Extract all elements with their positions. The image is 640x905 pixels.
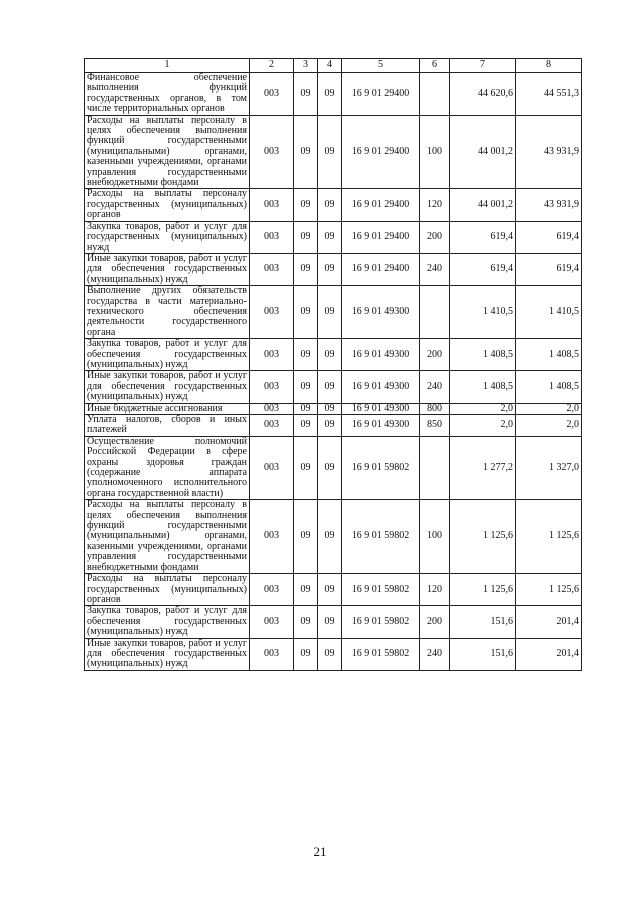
expense-type-cell (420, 73, 450, 116)
amount-col7-cell: 2,0 (450, 415, 516, 437)
target-article-cell: 16 9 01 29400 (342, 115, 420, 189)
expense-type-cell: 800 (420, 403, 450, 414)
ministry-code-cell: 003 (250, 286, 294, 339)
table-row (85, 500, 582, 574)
target-article-cell: 16 9 01 29400 (342, 253, 420, 285)
section-cell: 09 (294, 73, 318, 116)
amount-col8-cell: 43 931,9 (516, 115, 582, 189)
amount-col7-cell: 1 125,6 (450, 574, 516, 606)
section-cell: 09 (294, 403, 318, 414)
section-cell: 09 (294, 189, 318, 221)
target-article-cell: 16 9 01 59802 (342, 574, 420, 606)
subsection-cell: 09 (318, 286, 342, 339)
amount-col8-cell: 43 931,9 (516, 189, 582, 221)
amount-col8-cell: 2,0 (516, 415, 582, 437)
expense-name-cell: Иные бюджетные ассигнования (85, 403, 250, 414)
subsection-cell: 09 (318, 371, 342, 403)
section-cell: 09 (294, 638, 318, 670)
expense-name-cell: Закупка товаров, работ и услуг для обеспечения государственных (муниципальных) нужд (85, 606, 250, 638)
ministry-code-cell: 003 (250, 73, 294, 116)
expense-type-cell: 850 (420, 415, 450, 437)
budget-table (84, 58, 582, 671)
target-article-cell: 16 9 01 29400 (342, 73, 420, 116)
column-header: 1 (85, 59, 250, 73)
expense-type-cell (420, 436, 450, 499)
expense-name-cell: Иные закупки товаров, работ и услуг для обеспечения государственных (муниципальных) нужд (85, 638, 250, 670)
expense-type-cell: 120 (420, 189, 450, 221)
ministry-code-cell: 003 (250, 415, 294, 437)
amount-col7-cell: 44 001,2 (450, 115, 516, 189)
section-cell: 09 (294, 415, 318, 437)
expense-name-cell: Расходы на выплаты персоналу в целях обеспечения выполнения функций государственными (муниципальными) органами, казенными учреждениями, органами управления государственными внебюджетными фондами (85, 115, 250, 189)
section-cell: 09 (294, 371, 318, 403)
expense-name-cell: Расходы на выплаты персоналу государственных (муниципальных) органов (85, 189, 250, 221)
subsection-cell: 09 (318, 189, 342, 221)
expense-type-cell: 240 (420, 253, 450, 285)
amount-col7-cell: 1 410,5 (450, 286, 516, 339)
ministry-code-cell: 003 (250, 371, 294, 403)
page-number: 21 (313, 844, 327, 859)
subsection-cell: 09 (318, 638, 342, 670)
ministry-code-cell: 003 (250, 189, 294, 221)
ministry-code-cell: 003 (250, 638, 294, 670)
table-row (85, 436, 582, 499)
amount-col7-cell: 1 408,5 (450, 339, 516, 371)
expense-type-cell: 240 (420, 638, 450, 670)
target-article-cell: 16 9 01 49300 (342, 371, 420, 403)
amount-col8-cell: 1 408,5 (516, 371, 582, 403)
table-row (85, 286, 582, 339)
expense-name-cell: Расходы на выплаты персоналу в целях обеспечения выполнения функций государственными (муниципальными) органами, казенными учреждениями, органами управления государственными внебюджетными фондами (85, 500, 250, 574)
expense-name-cell: Закупка товаров, работ и услуг для обеспечения государственных (муниципальных) нужд (85, 339, 250, 371)
expense-name-cell: Закупка товаров, работ и услуг для государственных (муниципальных) нужд (85, 221, 250, 253)
expense-name-cell: Иные закупки товаров, работ и услуг для обеспечения государственных (муниципальных) нужд (85, 371, 250, 403)
table-row (85, 638, 582, 670)
table-row (85, 371, 582, 403)
expense-type-cell: 100 (420, 115, 450, 189)
ministry-code-cell: 003 (250, 436, 294, 499)
expense-type-cell: 200 (420, 339, 450, 371)
column-header: 5 (342, 59, 420, 73)
column-header: 4 (318, 59, 342, 73)
target-article-cell: 16 9 01 49300 (342, 415, 420, 437)
amount-col7-cell: 1 408,5 (450, 371, 516, 403)
target-article-cell: 16 9 01 59802 (342, 606, 420, 638)
section-cell: 09 (294, 606, 318, 638)
table-header-row (85, 59, 582, 73)
target-article-cell: 16 9 01 29400 (342, 221, 420, 253)
target-article-cell: 16 9 01 49300 (342, 403, 420, 414)
expense-type-cell: 120 (420, 574, 450, 606)
target-article-cell: 16 9 01 59802 (342, 500, 420, 574)
amount-col8-cell: 201,4 (516, 606, 582, 638)
section-cell: 09 (294, 500, 318, 574)
subsection-cell: 09 (318, 415, 342, 437)
target-article-cell: 16 9 01 59802 (342, 436, 420, 499)
subsection-cell: 09 (318, 339, 342, 371)
expense-type-cell: 200 (420, 606, 450, 638)
expense-type-cell: 200 (420, 221, 450, 253)
ministry-code-cell: 003 (250, 221, 294, 253)
ministry-code-cell: 003 (250, 339, 294, 371)
column-header: 2 (250, 59, 294, 73)
ministry-code-cell: 003 (250, 500, 294, 574)
expense-name-cell: Иные закупки товаров, работ и услуг для обеспечения государственных (муниципальных) нужд (85, 253, 250, 285)
subsection-cell: 09 (318, 574, 342, 606)
ministry-code-cell: 003 (250, 115, 294, 189)
section-cell: 09 (294, 574, 318, 606)
ministry-code-cell: 003 (250, 606, 294, 638)
section-cell: 09 (294, 253, 318, 285)
column-header: 7 (450, 59, 516, 73)
amount-col8-cell: 44 551,3 (516, 73, 582, 116)
amount-col7-cell: 619,4 (450, 253, 516, 285)
table-row (85, 253, 582, 285)
table-row (85, 606, 582, 638)
amount-col8-cell: 1 408,5 (516, 339, 582, 371)
table-row (85, 115, 582, 189)
amount-col8-cell: 619,4 (516, 253, 582, 285)
subsection-cell: 09 (318, 115, 342, 189)
amount-col8-cell: 1 327,0 (516, 436, 582, 499)
expense-name-cell: Уплата налогов, сборов и иных платежей (85, 415, 250, 437)
amount-col7-cell: 2,0 (450, 403, 516, 414)
amount-col7-cell: 44 620,6 (450, 73, 516, 116)
table-row (85, 574, 582, 606)
ministry-code-cell: 003 (250, 403, 294, 414)
expense-type-cell: 240 (420, 371, 450, 403)
column-header: 6 (420, 59, 450, 73)
section-cell: 09 (294, 286, 318, 339)
section-cell: 09 (294, 339, 318, 371)
subsection-cell: 09 (318, 221, 342, 253)
subsection-cell: 09 (318, 436, 342, 499)
ministry-code-cell: 003 (250, 253, 294, 285)
subsection-cell: 09 (318, 403, 342, 414)
amount-col8-cell: 2,0 (516, 403, 582, 414)
amount-col7-cell: 151,6 (450, 606, 516, 638)
amount-col8-cell: 1 410,5 (516, 286, 582, 339)
amount-col8-cell: 1 125,6 (516, 500, 582, 574)
target-article-cell: 16 9 01 49300 (342, 286, 420, 339)
expense-name-cell: Расходы на выплаты персоналу государственных (муниципальных) органов (85, 574, 250, 606)
amount-col7-cell: 619,4 (450, 221, 516, 253)
subsection-cell: 09 (318, 73, 342, 116)
section-cell: 09 (294, 436, 318, 499)
expense-name-cell: Осуществление полномочий Российской Федерации в сфере охраны здоровья граждан (содержание аппарата уполномоченного исполнительного органа государственной власти) (85, 436, 250, 499)
target-article-cell: 16 9 01 59802 (342, 638, 420, 670)
amount-col7-cell: 151,6 (450, 638, 516, 670)
amount-col7-cell: 1 125,6 (450, 500, 516, 574)
target-article-cell: 16 9 01 29400 (342, 189, 420, 221)
table-row (85, 73, 582, 116)
section-cell: 09 (294, 221, 318, 253)
subsection-cell: 09 (318, 253, 342, 285)
expense-name-cell: Финансовое обеспечение выполнения функций государственных органов, в том числе территориальных органов (85, 73, 250, 116)
table-row (85, 415, 582, 437)
subsection-cell: 09 (318, 606, 342, 638)
section-cell: 09 (294, 115, 318, 189)
table-row (85, 189, 582, 221)
amount-col7-cell: 44 001,2 (450, 189, 516, 221)
amount-col8-cell: 1 125,6 (516, 574, 582, 606)
amount-col7-cell: 1 277,2 (450, 436, 516, 499)
ministry-code-cell: 003 (250, 574, 294, 606)
column-header: 3 (294, 59, 318, 73)
column-header: 8 (516, 59, 582, 73)
expense-type-cell: 100 (420, 500, 450, 574)
subsection-cell: 09 (318, 500, 342, 574)
amount-col8-cell: 619,4 (516, 221, 582, 253)
amount-col8-cell: 201,4 (516, 638, 582, 670)
table-row (85, 339, 582, 371)
table-row (85, 221, 582, 253)
target-article-cell: 16 9 01 49300 (342, 339, 420, 371)
expense-name-cell: Выполнение других обязательств государства в части материально-технического обеспечения деятельности государственного органа (85, 286, 250, 339)
expense-type-cell (420, 286, 450, 339)
table-row (85, 403, 582, 414)
